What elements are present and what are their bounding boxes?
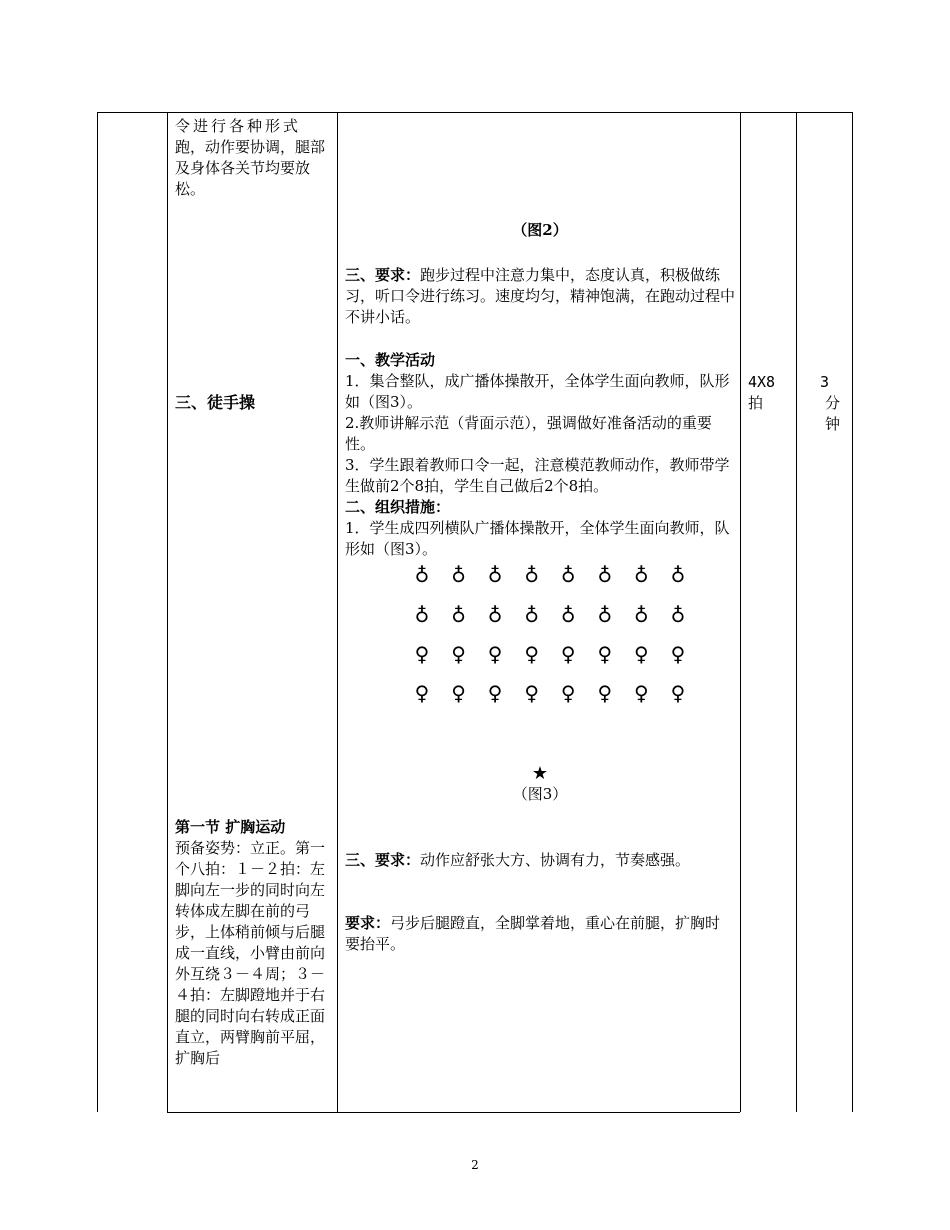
male-symbol: ♁: [670, 563, 686, 587]
exercise-title: 第一节 扩胸运动: [175, 818, 286, 836]
male-symbol: ♁: [597, 563, 613, 587]
table-bottom-border: [167, 1112, 740, 1113]
female-symbol: ♀: [634, 642, 649, 666]
activity-item-2: 2.教师讲解示范（背面示范），强调做好准备活动的重要性。: [345, 414, 712, 453]
exercise-block: [175, 817, 333, 1069]
table-divider-4: [796, 112, 797, 1112]
requirement-1-label: 三、要求：: [345, 266, 421, 284]
table-top-border: [97, 112, 852, 113]
section-title: 三、徒手操: [175, 393, 256, 412]
count-value: 4X8: [748, 373, 776, 391]
male-symbol: ♁: [487, 563, 503, 587]
male-symbol: ♁: [524, 603, 540, 627]
female-symbol: ♀: [670, 681, 686, 705]
intro-line-rest: 跑，动作要协调，腿部及身体各关节均要放松。: [175, 138, 326, 198]
requirement-3-text: 弓步后腿蹬直，全脚掌着地，重心在前腿，扩胸时要抬平。: [345, 914, 721, 953]
table-divider-2: [337, 112, 338, 1112]
activity-item-1: 1．集合整队，成广播体操散开，全体学生面向教师，队形如（图3）。: [345, 372, 730, 411]
male-symbol: ♁: [560, 603, 576, 627]
female-symbol: ♀: [597, 642, 613, 666]
time-value: 3: [820, 373, 830, 391]
intro-text: [175, 116, 333, 200]
female-symbol: ♀: [597, 681, 613, 705]
activity-block: [345, 350, 735, 560]
activity-item-3: 3．学生跟着教师口令一起，注意模范教师动作，教师带学生做前2个8拍，学生自己做后2个8拍。: [345, 456, 730, 495]
female-symbol: ♀: [487, 681, 503, 705]
requirement-3-label: 要求：: [345, 914, 391, 932]
male-symbol: ♁: [487, 603, 503, 627]
teacher-star-icon: ★: [531, 763, 549, 784]
female-symbol: ♀: [560, 681, 576, 705]
table-divider-1: [167, 112, 168, 1112]
requirement-2: [345, 850, 735, 871]
female-symbol: ♀: [524, 642, 540, 666]
time-cell: [820, 372, 850, 435]
female-symbol: ♀: [524, 681, 540, 705]
time-unit-2: 钟: [825, 415, 841, 433]
requirement-1-text: 跑步过程中注意力集中，态度认真，积极做练习，听口令进行练习。速度均匀，精神饱满，在跑动过程中不讲小话。: [345, 266, 736, 326]
male-symbol: ♁: [451, 603, 466, 627]
time-unit-1: 分: [825, 394, 841, 412]
requirement-2-label: 三、要求：: [345, 851, 421, 869]
male-symbol: ♁: [451, 563, 466, 587]
male-symbol: ♁: [524, 563, 540, 587]
male-symbol: ♁: [670, 603, 686, 627]
count-cell: [748, 372, 792, 414]
male-symbol: ♁: [414, 563, 430, 587]
female-symbol: ♀: [634, 681, 649, 705]
female-symbol: ♀: [451, 642, 466, 666]
table-left-border: [97, 112, 98, 1112]
table-right-border: [852, 112, 853, 1112]
formation-row-female-1: [410, 642, 690, 666]
requirement-1: [345, 265, 735, 328]
intro-line-1: 令进行各种形式: [175, 117, 302, 135]
page-number: 2: [471, 1158, 479, 1172]
male-symbol: ♁: [634, 603, 649, 627]
org-item-1: 1．学生成四列横队广播体操散开，全体学生面向教师，队形如（图3）。: [345, 519, 730, 558]
formation-row-male-2: [410, 603, 690, 627]
female-symbol: ♀: [670, 642, 686, 666]
female-symbol: ♀: [451, 681, 466, 705]
male-symbol: ♁: [414, 603, 430, 627]
male-symbol: ♁: [560, 563, 576, 587]
activity-title: 一、教学活动: [345, 351, 436, 369]
formation-row-female-2: [410, 681, 690, 705]
female-symbol: ♀: [560, 642, 576, 666]
requirement-3: [345, 913, 735, 955]
male-symbol: ♁: [597, 603, 613, 627]
table-divider-3: [740, 112, 741, 1112]
exercise-text: 预备姿势：立正。第一个八拍：１－２拍：左脚向左一步的同时向左转体成左脚在前的弓步，上体稍前倾与后腿成一直线，小臂由前向外互绕３－４周；３－４拍：左脚蹬地并于右腿的同时向右转成正面直立，两臂胸前平屈，扩胸后: [175, 839, 326, 1067]
count-unit: 拍: [748, 394, 764, 412]
female-symbol: ♀: [414, 642, 430, 666]
male-symbol: ♁: [634, 563, 649, 587]
figure-3-caption: （图3）: [512, 785, 568, 803]
formation-row-male-1: [410, 563, 690, 587]
figure-2-caption: （图2）: [512, 221, 568, 239]
female-symbol: ♀: [414, 681, 430, 705]
requirement-2-text: 动作应舒张大方、协调有力，节奏感强。: [420, 851, 691, 869]
org-title: 二、组织措施：: [345, 498, 451, 516]
female-symbol: ♀: [487, 642, 503, 666]
